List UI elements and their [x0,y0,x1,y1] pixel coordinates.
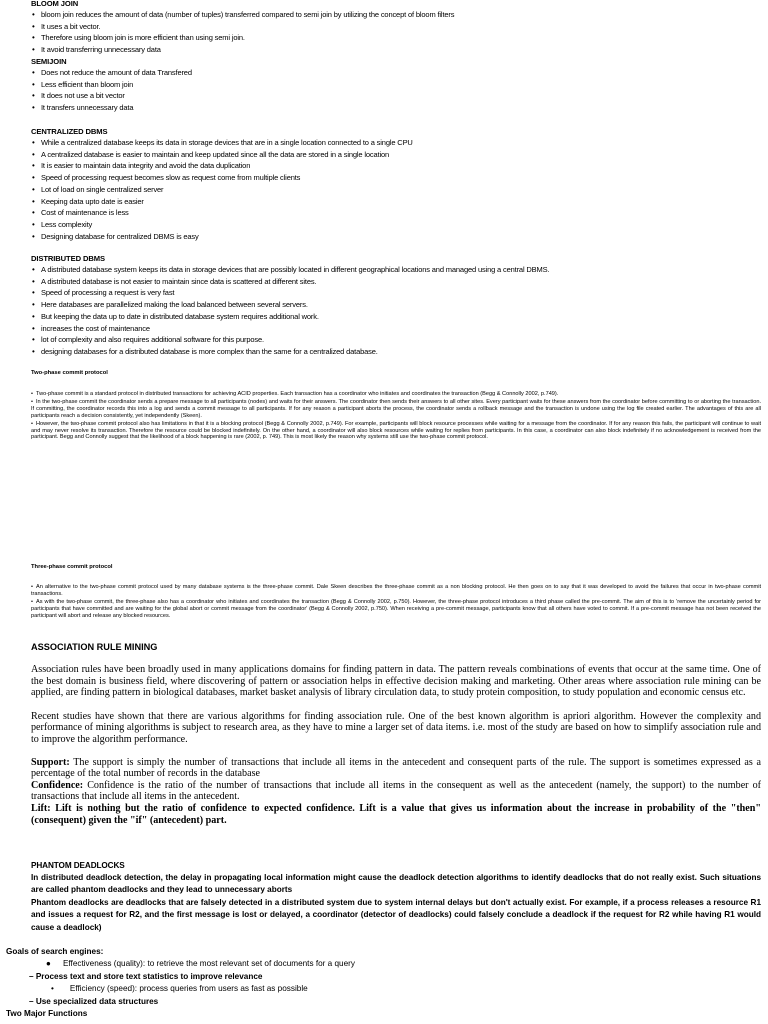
paragraph: • Two-phase commit is a standard protocol in distributed transactions for achieving ACID properties. Each transaction has a coordinator who initiates and coordinates the transaction (Begg & Connolly 2002, p.749). [31,391,559,397]
two-phase-commit-heading: Two-phase commit protocol [31,370,108,376]
list-item: • lot of complexity and also requires additional software for this purpose. [31,334,761,346]
phantom-deadlocks-section [31,860,761,934]
search-engine-goals-section [6,946,756,1020]
distributed-dbms-section [31,253,761,358]
list-item: • Lot of load on single centralized server [31,184,761,196]
paragraph: • An alternative to the two-phase commit protocol used by many database systems is the three-phase commit. Dale Skeen describes the three-phase commit as a non blocking protocol. He then goes on to say that it was developed to avoid the failures that occur in two-phase commit transactions. [31,584,761,597]
list-item: • Designing database for centralized DBMS is easy [31,231,761,243]
semijoin-heading: SEMIJOIN [31,57,67,66]
list-item: • Speed of processing a request is very fast [31,287,761,299]
list-item: • It avoid transferring unnecessary data [31,44,761,56]
bloom-join-list [31,9,761,56]
support-definition: Support: The support is simply the number of transactions that include all items in the antecedent and consequent parts of the rule. The support is sometimes expressed as a percentage of the total number of records in the database [31,756,761,780]
confidence-definition: Confidence: Confidence is the ratio of the number of transactions that include all items in the consequent as well as the antecedent (namely, the support) to the number of transactions that include all items in the antecedent. [31,779,761,803]
association-rule-mining-section [31,641,761,653]
list-item: • Speed of processing request becomes slow as request come from multiple clients [31,172,761,184]
two-phase-commit-section [31,369,761,442]
list-item: • It is easier to maintain data integrity and avoid the data duplication [31,160,761,172]
distributed-dbms-heading: DISTRIBUTED DBMS [31,254,105,263]
list-item: • A distributed database is not easier to maintain since data is scattered at different sites. [31,276,761,288]
list-item: ● Effectiveness (quality): to retrieve the most relevant set of documents for a query [46,959,355,969]
paragraph: • In the two-phase commit the coordinator sends a prepare message to all participants (nodes) and waits for their answers. The coordinator then sends their answers to all other sites. Every participant waits for these answers from the coordinator before committing to or aborting the transaction. If committing, the coordinator records this into a log and sends a commit message to all participants. If for any reason a participant aborts the process, the coordinator sends a rollback message and the transaction is undone using the log file created earlier. The advantages of this are all participants reach a decision consistently, yet independently (Skeen). [31,398,761,419]
paragraph: Association rules have been broadly used in many applications domains for finding pattern in data. The pattern reveals combinations of events that occur at the same time. One of the best domain is business field, where discovering of pattern or association helps in effective decision making and marketing. Other areas where association rule mining can be applied, are finding pattern in biological databases, market basket analysis of library circulation data, to study protein composition, to study population and economic census etc. [31,664,761,699]
paragraph: • However, the two-phase commit protocol also has limitations in that it is a blocking protocol (Begg & Connolly 2002, p.749). For example, participants will block resource processes while waiting for a message from the coordinator. If for any reason this fails, the participant will continue to wait and may never resolve its transaction. Therefore the resource could be blocked indefinitely. On the other hand, a coordinator will also block resources while waiting for replies from participants. In this case, a coordinator can also block indefinitely if no acknowledgement is received from the participant. Begg and Connolly suggest that the likelihood of a block happening is rare (2002, p. 749). This is most likely the reason why systems still use the two-phase commit protocol. [31,420,761,441]
centralized-dbms-list [31,137,761,242]
goals-heading: Goals of search engines: [6,947,104,956]
centralized-dbms-section [31,126,761,242]
list-item: • A distributed database system keeps its data in storage devices that are possibly located in different geographical locations and managed using a central DBMS. [31,264,761,276]
list-item: • Does not reduce the amount of data Transfered [31,67,761,79]
list-item: – Use specialized data structures [29,996,159,1006]
lift-definition: Lift: Lift is nothing but the ratio of confidence to expected confidence. Lift is a value that gives us information about the increase in probability of the "then" (consequent) given the "if" (antecedent) part. [31,802,761,826]
list-item: • Efficiency (speed): process queries from users as fast as possible [51,984,308,994]
list-item: • Keeping data upto date is easier [31,196,761,208]
bullet-icon: ● [46,959,51,969]
list-item: • Less efficient than bloom join [31,79,761,91]
list-item: • It uses a bit vector. [31,21,761,33]
semijoin-section [31,56,761,114]
list-item: • Here databases are parallelized making the load balanced between several servers. [31,299,761,311]
list-item: • Therefore using bloom join is more efficient than using semi join. [31,32,761,44]
paragraph: Recent studies have shown that there are various algorithms for finding association rule. One of the best known algorithm is apriori algorithm. However the complexity and performance of mining algorithms is subject to research area, as they have to mine a larger set of data items. i.e. most of the study are based on how to simplify association rule and to improve the algorithm performance. [31,710,761,745]
association-rule-mining-heading: ASSOCIATION RULE MINING [31,642,158,652]
paragraph: • As with the two-phase commit, the three-phase also has a coordinator who initiates and coordinates the transaction (Begg & Connolly 2002, p.750). However, the three-phase protocol introduces a third phase called the pre-commit. The aim of this is to 'remove the uncertainly period for participants that have committed and are waiting for the global abort or commit message from the coordinator' (Begg & Connolly 2002, p.750). When receiving a pre-commit message, participants know that all others have voted to commit. If a pre-commit message has not been received the participant will abort and release any blocked resources. [31,598,761,619]
list-item: • It transfers unnecessary data [31,102,761,114]
semijoin-list [31,67,761,114]
three-phase-commit-section [31,563,761,621]
two-major-functions-heading: Two Major Functions [6,1009,88,1019]
centralized-dbms-heading: CENTRALIZED DBMS [31,127,108,136]
association-rule-body [31,664,761,826]
list-item: • It does not use a bit vector [31,90,761,102]
list-item: • A centralized database is easier to maintain and keep updated since all the data are stored in a single location [31,149,761,161]
bullet-icon: • [51,984,54,994]
list-item: • increases the cost of maintenance [31,323,761,335]
bloom-join-heading: BLOOM JOIN [31,0,79,8]
distributed-dbms-list [31,264,761,358]
list-item: • Cost of maintenance is less [31,207,761,219]
list-item: • designing databases for a distributed database is more complex than the same for a centralized database. [31,346,761,358]
list-item: • But keeping the data up to date in distributed database system requires additional work. [31,311,761,323]
paragraph: Phantom deadlocks are deadlocks that are falsely detected in a distributed system due to system internal delays but don't actually exist. For example, if a process releases a resource R1 and issues a request for R2, and the first message is lost or delayed, a coordinator (detector of deadlocks) could falsely conclude a deadlock if the request for R2 while having R1 would cause a deadlock) [31,897,761,932]
phantom-deadlocks-heading: PHANTOM DEADLOCKS [31,861,125,870]
bloom-join-section [31,0,761,56]
list-item: • Less complexity [31,219,761,231]
three-phase-commit-heading: Three-phase commit protocol [31,564,113,570]
paragraph: In distributed deadlock detection, the delay in propagating local information might cause the deadlock detection algorithms to identify deadlocks that do not really exist. Such situations are called phantom deadlocks and they lead to unnecessary aborts [31,873,761,895]
list-item: • While a centralized database keeps its data in storage devices that are in a single location connected to a single CPU [31,137,761,149]
list-item: • bloom join reduces the amount of data (number of tuples) transferred compared to semi join by utilizing the concept of bloom filters [31,9,761,21]
list-item: – Process text and store text statistics to improve relevance [29,971,263,981]
